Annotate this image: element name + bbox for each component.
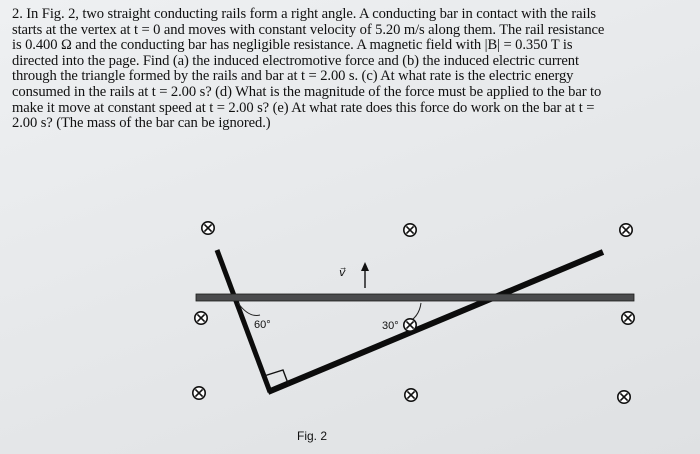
b-field-into-page-icon: [404, 319, 416, 331]
conducting-bar: [196, 294, 634, 301]
problem-line-4: directed into the page. Find (a) the induced electromotive force and (b) the induced electric current: [12, 52, 579, 69]
b-field-into-page-icon: [618, 391, 630, 403]
problem-line-7: make it move at constant speed at t = 2.00 s? (e) At what rate does this force do work on the bar at t =: [12, 99, 595, 116]
b-field-into-page-icon: [405, 389, 417, 401]
problem-line-1: 2. In Fig. 2, two straight conducting rails form a right angle. A conducting bar in contact with the rails: [12, 6, 596, 22]
velocity-arrowhead-icon: [361, 262, 369, 271]
angle-label-60: 60°: [254, 319, 271, 331]
figure-caption: Fig. 2: [297, 429, 328, 443]
right-rail: [268, 252, 603, 392]
b-field-into-page-icon: [195, 312, 207, 324]
b-field-into-page-icon: [622, 312, 634, 324]
problem-line-6: consumed in the rails at t = 2.00 s? (d) What is the magnitude of the force must be applied to the bar to: [12, 83, 602, 100]
b-field-into-page-icon: [193, 387, 205, 399]
b-field-into-page-icon: [202, 222, 214, 234]
problem-line-3: is 0.400 Ω and the conducting bar has negligible resistance. A magnetic field with |B| = 0.350 T is: [12, 37, 573, 54]
problem-line-2: starts at the vertex at t = 0 and moves with constant velocity of 5.20 m/s along them. The rail resistance: [12, 21, 605, 38]
b-field-into-page-icon: [404, 224, 416, 236]
angle-label-30: 30°: [382, 320, 399, 332]
problem-line-8: 2.00 s? (The mass of the bar can be ignored.): [12, 115, 271, 132]
b-field-into-page-icon: [620, 224, 632, 236]
velocity-label: v⃗: [339, 267, 346, 279]
problem-line-5: through the triangle formed by the rails and bar at t = 2.00 s. (c) At what rate is the electric energy: [12, 68, 574, 85]
